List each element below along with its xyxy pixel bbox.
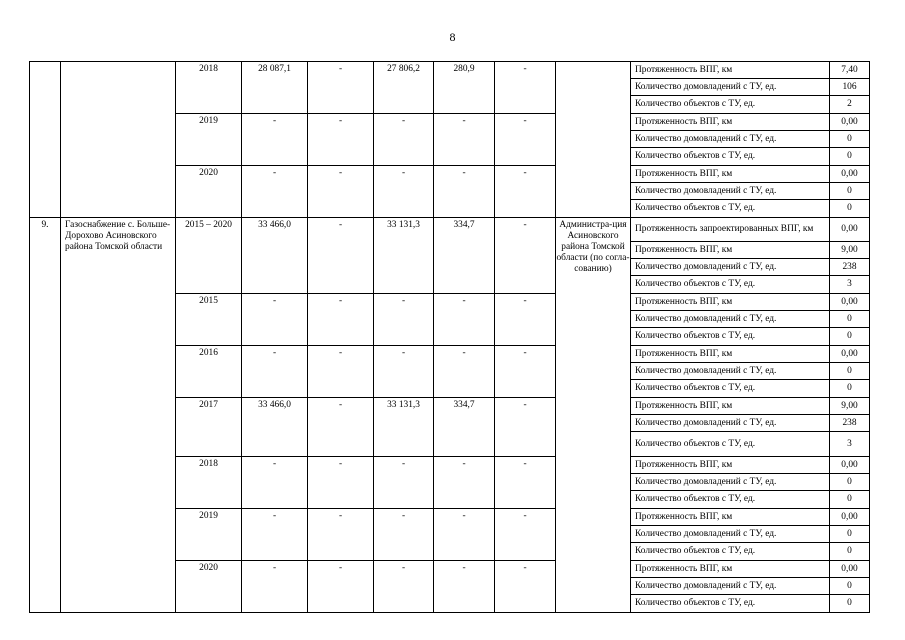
indicator-value: 0 — [830, 131, 869, 148]
indicator-name: Количество объектов с ТУ, ед. — [635, 546, 756, 556]
amount-cell: 33 131,3 — [374, 398, 434, 457]
indicator-value: 0 — [847, 331, 852, 341]
amount-cell: - — [434, 509, 495, 561]
indicator-value: 0,00 — [830, 294, 869, 311]
indicator-name: Протяженность ВПГ, км — [631, 346, 829, 363]
amount-cell: - — [308, 294, 374, 346]
indicator-name: Количество объектов с ТУ, ед. — [635, 331, 756, 341]
indicator-value: 0,00 — [830, 457, 869, 474]
amount-cell: 33 466,0 — [242, 218, 308, 294]
amount-cell: - — [308, 509, 374, 561]
amount-cell: - — [308, 457, 374, 509]
indicator-name: Протяженность ВПГ, км — [631, 457, 829, 474]
amount-cell: - — [374, 561, 434, 613]
amount-cell: - — [242, 457, 308, 509]
amount-cell: - — [495, 218, 556, 294]
indicator-name: Количество объектов с ТУ, ед. — [635, 438, 756, 449]
indicator-name: Количество объектов с ТУ, ед. — [635, 99, 756, 109]
amount-cell: - — [434, 561, 495, 613]
page-number: 8 — [449, 30, 456, 44]
indicator-name: Протяженность ВПГ, км — [631, 166, 829, 183]
year-cell: 2019 — [176, 509, 242, 561]
indicator-value: 106 — [830, 79, 869, 96]
indicator-list — [631, 398, 830, 457]
indicator-list — [631, 509, 830, 561]
amount-cell: - — [308, 114, 374, 166]
indicator-value: 0 — [830, 183, 869, 200]
amount-cell: - — [374, 509, 434, 561]
indicator-name: Количество объектов с ТУ, ед. — [635, 598, 756, 608]
indicator-value: 9,00 — [830, 242, 869, 259]
indicator-value: 3 — [847, 438, 852, 449]
amount-cell: - — [374, 346, 434, 398]
indicator-value: 0 — [830, 311, 869, 328]
indicator-value: 3 — [847, 279, 852, 289]
amount-cell: - — [242, 561, 308, 613]
amount-cell: - — [495, 346, 556, 398]
indicator-values — [830, 62, 870, 114]
indicator-name: Количество домовладений с ТУ, ед. — [631, 311, 829, 328]
year-cell: 2016 — [176, 346, 242, 398]
item-name: Газоснабжение с. Больше-Дорохово Асиновского района Томской области — [61, 218, 176, 613]
amount-cell: - — [495, 62, 556, 114]
item-number — [30, 62, 61, 218]
indicator-list — [631, 62, 830, 114]
indicator-name: Количество объектов с ТУ, ед. — [635, 279, 756, 289]
amount-cell: - — [434, 114, 495, 166]
amount-cell: - — [242, 509, 308, 561]
indicator-name: Количество объектов с ТУ, ед. — [635, 494, 756, 504]
amount-cell: - — [308, 166, 374, 218]
indicator-value: 238 — [830, 415, 869, 432]
year-cell: 2020 — [176, 166, 242, 218]
table-body — [30, 62, 870, 613]
amount-cell: - — [495, 294, 556, 346]
indicator-name: Количество объектов с ТУ, ед. — [635, 151, 756, 161]
indicator-values — [830, 509, 870, 561]
amount-cell: - — [495, 457, 556, 509]
amount-cell: - — [308, 561, 374, 613]
indicator-value: 0,00 — [830, 346, 869, 363]
table-row — [30, 62, 870, 114]
amount-cell: - — [495, 114, 556, 166]
amount-cell: - — [308, 398, 374, 457]
year-cell: 2018 — [176, 457, 242, 509]
year-cell: 2015 – 2020 — [176, 218, 242, 294]
indicator-name: Количество объектов с ТУ, ед. — [635, 383, 756, 393]
indicator-value: 0 — [847, 203, 852, 213]
indicator-value: 0 — [847, 546, 852, 556]
indicator-name: Протяженность ВПГ, км — [631, 398, 829, 415]
indicator-value: 0,00 — [830, 166, 869, 183]
year-cell: 2020 — [176, 561, 242, 613]
indicator-values — [830, 294, 870, 346]
amount-cell: - — [308, 346, 374, 398]
amount-cell: - — [495, 398, 556, 457]
indicator-list — [631, 457, 830, 509]
indicator-value: 0 — [847, 151, 852, 161]
indicator-name: Протяженность запроектированных ВПГ, км — [631, 218, 829, 242]
amount-cell: - — [434, 166, 495, 218]
indicator-name: Количество домовладений с ТУ, ед. — [631, 474, 829, 491]
amount-cell: - — [434, 457, 495, 509]
indicator-name: Количество домовладений с ТУ, ед. — [631, 183, 829, 200]
indicator-name: Количество объектов с ТУ, ед. — [635, 203, 756, 213]
table-row — [30, 218, 870, 294]
indicator-name: Количество домовладений с ТУ, ед. — [631, 526, 829, 543]
indicator-value: 0 — [847, 598, 852, 608]
indicator-value: 9,00 — [830, 398, 869, 415]
amount-cell: - — [242, 114, 308, 166]
indicator-name: Количество домовладений с ТУ, ед. — [631, 131, 829, 148]
indicator-value: 7,40 — [830, 62, 869, 79]
indicator-value: 0 — [830, 363, 869, 380]
amount-cell: 27 806,2 — [374, 62, 434, 114]
indicator-list — [631, 346, 830, 398]
amount-cell: 33 131,3 — [374, 218, 434, 294]
item-name — [61, 62, 176, 218]
indicator-name: Протяженность ВПГ, км — [631, 294, 829, 311]
indicator-value: 0 — [847, 383, 852, 393]
amount-cell: - — [374, 166, 434, 218]
indicator-value: 0 — [830, 526, 869, 543]
indicator-values — [830, 398, 870, 457]
year-cell: 2017 — [176, 398, 242, 457]
indicator-name: Протяженность ВПГ, км — [631, 561, 829, 578]
program-table — [29, 61, 870, 613]
amount-cell: - — [242, 166, 308, 218]
year-cell: 2015 — [176, 294, 242, 346]
indicator-name: Протяженность ВПГ, км — [631, 62, 829, 79]
indicator-name: Количество домовладений с ТУ, ед. — [631, 363, 829, 380]
amount-cell: - — [495, 509, 556, 561]
amount-cell: - — [242, 294, 308, 346]
indicator-value: 0,00 — [830, 114, 869, 131]
amount-cell: 28 087,1 — [242, 62, 308, 114]
indicator-name: Количество домовладений с ТУ, ед. — [631, 415, 829, 432]
amount-cell: - — [308, 218, 374, 294]
indicator-list — [631, 218, 830, 294]
indicator-name: Протяженность ВПГ, км — [631, 114, 829, 131]
indicator-value: 0,00 — [830, 561, 869, 578]
amount-cell: - — [434, 294, 495, 346]
indicator-values — [830, 346, 870, 398]
indicator-value: 0 — [830, 578, 869, 595]
amount-cell: 334,7 — [434, 398, 495, 457]
indicator-values — [830, 561, 870, 613]
amount-cell: - — [374, 457, 434, 509]
indicator-values — [830, 114, 870, 166]
amount-cell: - — [374, 294, 434, 346]
amount-cell: - — [495, 166, 556, 218]
indicator-list — [631, 166, 830, 218]
amount-cell: - — [242, 346, 308, 398]
indicator-list — [631, 561, 830, 613]
indicator-value: 0,00 — [830, 509, 869, 526]
indicator-name: Протяженность ВПГ, км — [631, 509, 829, 526]
indicator-name: Количество домовладений с ТУ, ед. — [631, 79, 829, 96]
amount-cell: - — [308, 62, 374, 114]
indicator-value: 0 — [847, 494, 852, 504]
amount-cell: - — [434, 346, 495, 398]
indicator-name: Количество домовладений с ТУ, ед. — [631, 578, 829, 595]
indicator-values — [830, 457, 870, 509]
year-cell: 2018 — [176, 62, 242, 114]
indicator-values — [830, 218, 870, 294]
indicator-value: 2 — [847, 99, 852, 109]
amount-cell: - — [495, 561, 556, 613]
amount-cell: 33 466,0 — [242, 398, 308, 457]
indicator-value: 0 — [830, 474, 869, 491]
indicator-list — [631, 294, 830, 346]
indicator-name: Количество домовладений с ТУ, ед. — [631, 259, 829, 276]
amount-cell: 334,7 — [434, 218, 495, 294]
executor — [556, 62, 631, 218]
indicator-value: 238 — [830, 259, 869, 276]
year-cell: 2019 — [176, 114, 242, 166]
executor: Администра-ция Асиновского района Томской области (по согла-сованию) — [556, 218, 631, 613]
amount-cell: 280,9 — [434, 62, 495, 114]
indicator-value: 0,00 — [830, 218, 869, 242]
indicator-name: Протяженность ВПГ, км — [631, 242, 829, 259]
amount-cell: - — [374, 114, 434, 166]
indicator-values — [830, 166, 870, 218]
item-number: 9. — [30, 218, 61, 613]
indicator-list — [631, 114, 830, 166]
